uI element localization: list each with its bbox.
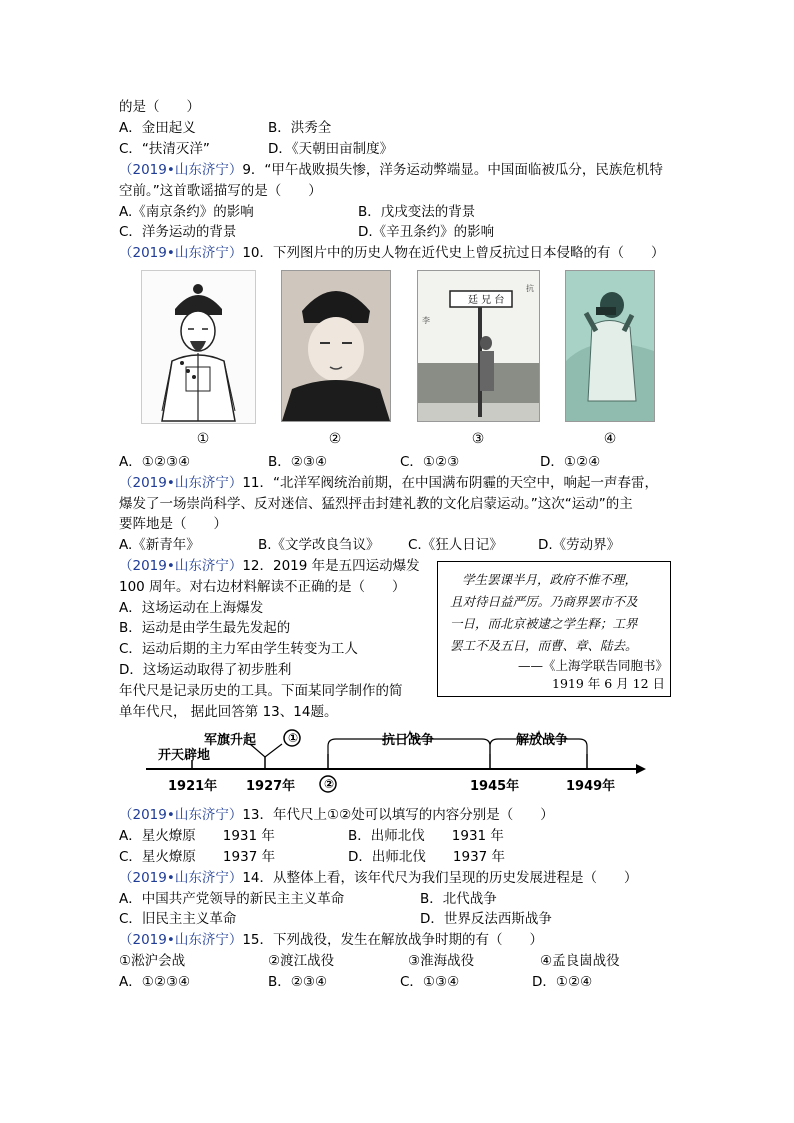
- q14-option-c: C．旧民主主义革命: [119, 911, 237, 927]
- q15-item-4: ④孟良崮战役: [540, 953, 620, 969]
- q10-source: （2019•山东济宁）: [119, 245, 243, 261]
- photo-soldier-binoculars: [565, 270, 655, 422]
- q10-option-b: B．②③④: [268, 454, 328, 470]
- quote-source: ——《上海学联告同胞书》: [518, 658, 669, 673]
- quote-line-1: 学生罢课半月，政府不惟不理，: [462, 572, 638, 587]
- quote-line-2: 且对待日益严厉。乃商界罢市不及: [450, 594, 638, 609]
- q10-stem: （2019•山东济宁）10．下列图片中的历史人物在近代史上曾反抗过日本侵略的有（ ）: [119, 245, 665, 261]
- q13-option-c: C．星火燎原 1937 年: [119, 849, 276, 865]
- timeline-year-1921: 1921年: [168, 779, 218, 794]
- timeline-label-1927: 军旗升起: [204, 733, 257, 748]
- q9-option-d: D.《辛丑条约》的影响: [358, 224, 495, 240]
- q8-option-a: A．金田起义: [119, 120, 196, 136]
- svg-text:李: 李: [422, 316, 430, 325]
- q13-stem: （2019•山东济宁）13．年代尺上①②处可以填写的内容分别是（ ）: [119, 807, 554, 823]
- q14-stem: （2019•山东济宁）14．从整体上看，该年代尺为我们呈现的历史发展进程是（ ）: [119, 870, 638, 886]
- photo-portrait-man: [281, 270, 391, 422]
- q14-option-a: A．中国共产党领导的新民主主义革命: [119, 891, 345, 907]
- q15-option-d: D．①②④: [532, 974, 593, 990]
- quote-date: 1919 年 6 月 12 日: [552, 676, 666, 691]
- intro-line-1: 年代尺是记录历史的工具。下面某同学制作的简: [119, 683, 403, 699]
- q9-stem-cont: 空前。”这首歌谣描写的是（ ）: [119, 183, 322, 199]
- q11-stem-cont2: 要阵地是（ ）: [119, 516, 227, 532]
- q9-source: （2019•山东济宁）: [119, 162, 243, 178]
- timeline-label-anti-japan: 抗日战争: [382, 733, 435, 748]
- q13-option-d: D．出师北伐 1937 年: [348, 849, 506, 865]
- q12-option-c: C．运动后期的主力军由学生转变为工人: [119, 641, 358, 657]
- photo-monument-sign: [417, 270, 540, 422]
- q12-source: （2019•山东济宁）: [119, 558, 243, 574]
- timeline-label-liberation: 解放战争: [516, 733, 569, 748]
- quote-line-3: 一日，而北京被逮之学生释；工界: [450, 616, 638, 631]
- q15-item-1: ①淞沪会战: [119, 953, 186, 969]
- q14-source: （2019•山东济宁）: [119, 870, 243, 886]
- q12-option-a: A．这场运动在上海爆发: [119, 600, 264, 616]
- timeline-marker-1: ①: [288, 731, 299, 745]
- q10-option-d: D．①②④: [540, 454, 601, 470]
- q10-caption-1: ①: [196, 431, 210, 447]
- q15-source: （2019•山东济宁）: [119, 932, 243, 948]
- q11-source: （2019•山东济宁）: [119, 475, 243, 491]
- q15-option-c: C．①③④: [400, 974, 460, 990]
- q11-option-d: D.《劳动界》: [538, 537, 621, 553]
- photo-qing-official-drawing: [141, 270, 256, 424]
- q12-stem-cont: 100 周年。对右边材料解读不正确的是（ ）: [119, 579, 406, 595]
- q15-item-3: ③淮海战役: [408, 953, 475, 969]
- q12-stem: （2019•山东济宁）12．2019 年是五四运动爆发: [119, 558, 420, 574]
- q12-option-b: B．运动是由学生最先发起的: [119, 620, 291, 636]
- q13-option-a: A．星火燎原 1931 年: [119, 828, 275, 844]
- q12-option-d: D．这场运动取得了初步胜利: [119, 662, 292, 678]
- q15-item-2: ②渡江战役: [268, 953, 335, 969]
- q15-option-a: A．①②③④: [119, 974, 191, 990]
- q8-option-d: D．《天朝田亩制度》: [268, 141, 394, 157]
- q10-caption-4: ④: [603, 431, 617, 447]
- q13-source: （2019•山东济宁）: [119, 807, 243, 823]
- q9-option-c: C．洋务运动的背景: [119, 224, 237, 240]
- q8-option-b: B．洪秀全: [268, 120, 332, 136]
- q15-option-b: B．②③④: [268, 974, 328, 990]
- q8-option-c: C．“扶清灭洋”: [119, 141, 210, 157]
- q11-stem: （2019•山东济宁）11．“北洋军阀统治前期，在中国满布阴霾的天空中，响起一声春雷，: [119, 475, 658, 491]
- timeline-year-1927: 1927年: [246, 779, 296, 794]
- q9-stem: （2019•山东济宁）9．“甲午战败损失惨，洋务运动弊端显。中国面临被瓜分，民族危机特: [119, 162, 663, 178]
- q10-option-a: A．①②③④: [119, 454, 191, 470]
- q10-caption-3: ③: [471, 431, 485, 447]
- intro-line-2: 单年代尺， 据此回答第 13、14题。: [119, 704, 338, 720]
- q11-option-b: B.《文学改良刍议》: [258, 537, 380, 553]
- q15-stem: （2019•山东济宁）15．下列战役，发生在解放战争时期的有（ ）: [119, 932, 544, 948]
- q11-stem-cont: 爆发了一场崇尚科学、反对迷信、猛烈抨击封建礼教的文化启蒙运动。”这次“运动”的主: [119, 496, 633, 512]
- timeline-label-1921: 开天辟地: [158, 748, 211, 763]
- q8-stem-end: 的是（ ）: [119, 99, 200, 115]
- timeline-year-1945: 1945年: [470, 779, 520, 794]
- q10-caption-2: ②: [328, 431, 342, 447]
- q13-option-b: B．出师北伐 1931 年: [348, 828, 504, 844]
- svg-text:抗: 抗: [526, 284, 534, 293]
- q14-option-d: D．世界反法西斯战争: [420, 911, 552, 927]
- svg-text:廷 兄 台: 廷 兄 台: [468, 295, 505, 306]
- quote-line-4: 罢工不及五日，而曹、章、陆去。: [450, 638, 638, 653]
- q10-option-c: C．①②③: [400, 454, 460, 470]
- q14-option-b: B．北代战争: [420, 891, 497, 907]
- timeline-year-1949: 1949年: [566, 779, 616, 794]
- q9-option-b: B．戊戌变法的背景: [358, 204, 476, 220]
- timeline-marker-2: ②: [324, 777, 335, 791]
- q11-option-a: A.《新青年》: [119, 537, 200, 553]
- q11-option-c: C.《狂人日记》: [408, 537, 503, 553]
- q9-option-a: A.《南京条约》的影响: [119, 204, 254, 220]
- q12-material-box: [437, 561, 671, 697]
